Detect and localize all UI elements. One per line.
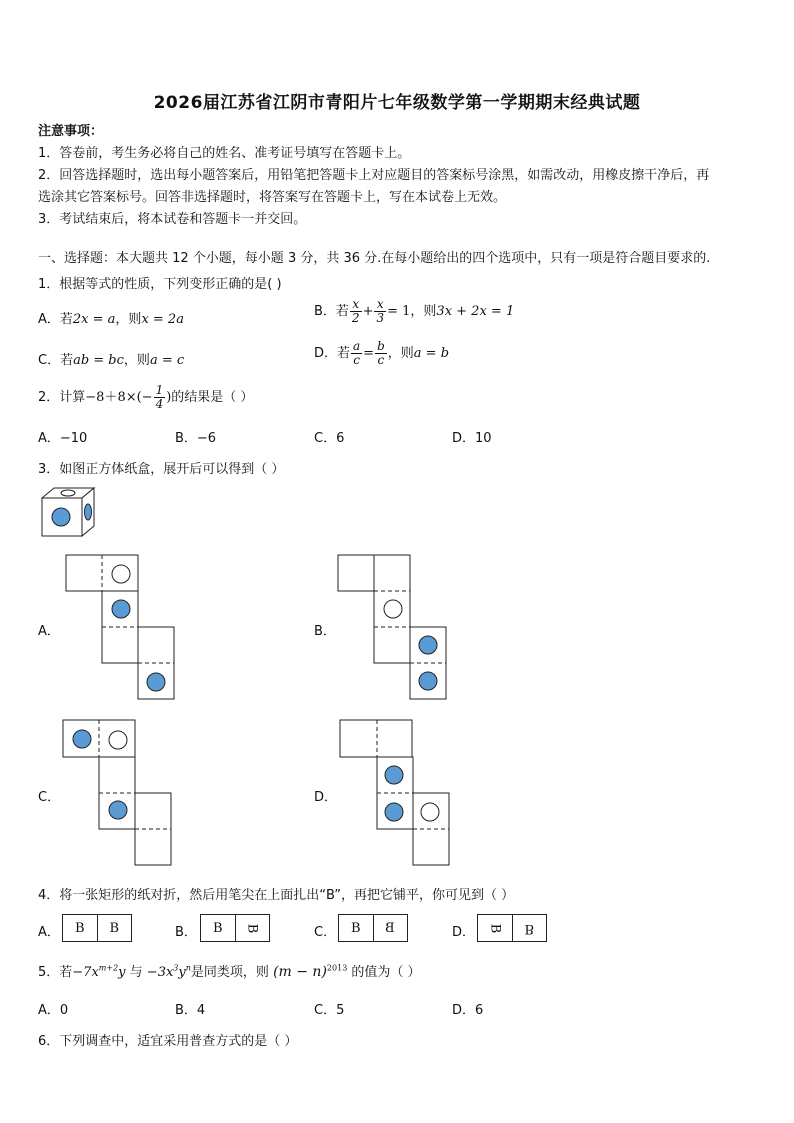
q1-stem: 1．根据等式的性质，下列变形正确的是( ) bbox=[38, 277, 282, 292]
net-b bbox=[338, 555, 448, 700]
q3-label-b: B． bbox=[314, 624, 336, 639]
letter-b: B bbox=[212, 920, 223, 936]
net-a bbox=[66, 555, 176, 700]
letter-b-rotated: B bbox=[244, 923, 260, 933]
q5-stem: 5．若$-7x^{m+2}y$ 与 $-3x^3y^n$是同类项，则 $(m - n)^{2013}$ 的值为（ ） bbox=[38, 963, 421, 980]
net-c bbox=[63, 720, 173, 866]
notice-heading: 注意事项： bbox=[38, 124, 104, 139]
q3-label-d: D． bbox=[314, 790, 338, 805]
q4-label-c: C． bbox=[314, 925, 337, 940]
notice-item: 选涂其它答案标号。回答非选择题时，将答案写在答题卡上，写在本试卷上无效。 bbox=[38, 190, 507, 205]
q3-label-c: C． bbox=[38, 790, 61, 805]
cube-figure bbox=[40, 486, 96, 538]
q4-label-a: A． bbox=[38, 925, 60, 940]
q5-option-b: B．4 bbox=[175, 1003, 206, 1018]
q5-option-a: A．0 bbox=[38, 1003, 69, 1018]
letter-b-rotated-mirrored: B bbox=[524, 920, 535, 936]
q2-option-a: A．−10 bbox=[38, 431, 88, 446]
q2-option-b: B．−6 bbox=[175, 431, 217, 446]
q2-stem: 2．计算−8＋8×(− $\frac{1}{4}$ )的结果是（ ） bbox=[38, 383, 254, 411]
page-title: 2026届江苏省江阴市青阳片七年级数学第一学期期末经典试题 bbox=[153, 93, 641, 113]
q6-stem: 6．下列调查中，适宜采用普查方式的是（ ） bbox=[38, 1034, 298, 1049]
notice-item: 2．回答选择题时，选出每小题答案后，用铅笔把答题卡上对应题目的答案标号涂黑，如需改动，用橡皮擦干净后，再 bbox=[38, 168, 710, 183]
q1-option-c: C．若ab = bc，则a = c bbox=[38, 353, 185, 368]
q4-card-b bbox=[200, 914, 270, 942]
q3-label-a: A． bbox=[38, 624, 60, 639]
letter-b: B bbox=[109, 920, 120, 936]
notice-item: 1．答卷前，考生务必将自己的姓名、准考证号填写在答题卡上。 bbox=[38, 146, 411, 161]
notice-item: 3．考试结束后，将本试卷和答题卡一并交回。 bbox=[38, 212, 307, 227]
letter-b-rotated: B bbox=[487, 923, 503, 933]
q2-option-d: D．10 bbox=[452, 431, 492, 446]
q2-option-c: C．6 bbox=[314, 431, 345, 446]
q5-option-d: D．6 bbox=[452, 1003, 484, 1018]
q4-label-b: B． bbox=[175, 925, 197, 940]
q1-option-a: A．若2x = a，则x = 2a bbox=[38, 312, 184, 327]
q5-option-c: C．5 bbox=[314, 1003, 345, 1018]
q1-option-b: B．若 $\frac{x}{2}$ + $\frac{x}{3}$ = 1，则3x + 2x = 1 bbox=[314, 297, 515, 325]
q4-label-d: D． bbox=[452, 925, 476, 940]
q4-card-c bbox=[338, 914, 408, 942]
q4-card-a bbox=[62, 914, 132, 942]
section-heading: 一、选择题：本大题共 12 个小题，每小题 3 分，共 36 分.在每小题给出的四个选项中，只有一项是符合题目要求的. bbox=[38, 251, 711, 266]
q4-stem: 4．将一张矩形的纸对折，然后用笔尖在上面扎出“B”，再把它铺平，你可见到（ ） bbox=[38, 888, 515, 903]
q1-option-d: D．若 $\frac{a}{c}$ = $\frac{b}{c}$ ，则a = b bbox=[314, 339, 450, 367]
q3-stem: 3．如图正方体纸盒，展开后可以得到（ ） bbox=[38, 462, 285, 477]
q4-card-d bbox=[477, 914, 547, 942]
letter-b: B bbox=[350, 920, 361, 936]
letter-b: B bbox=[74, 920, 85, 936]
net-d bbox=[340, 720, 450, 866]
letter-b-mirrored: B bbox=[385, 920, 396, 936]
